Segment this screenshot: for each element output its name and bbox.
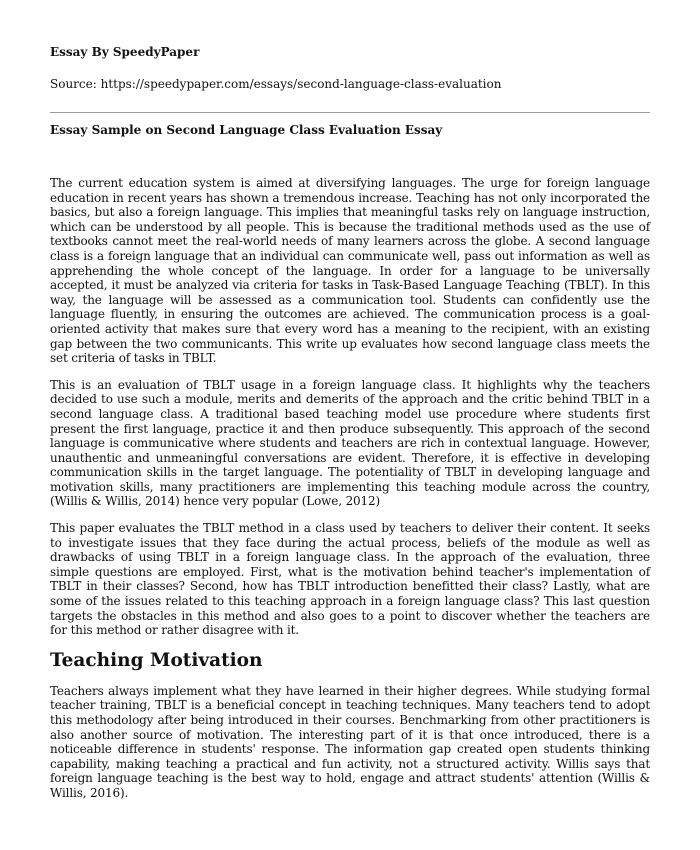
- source-label: Source:: [50, 77, 101, 91]
- paragraph: This is an evaluation of TBLT usage in a foreign language class. It highlights why the teachers decided to use such a module, merits and demerits of the approach and the critic behind TBLT in a second language class. A traditional based teaching model use procedure where students first present the first language, practice it and then produce subsequently. This approach of the second language is communicative where students and teachers are rich in contextual language. However, unauthentic and unmeaningful conversations are evident. Therefore, it is effective in developing communication skills in the target language. The potentiality of TBLT in developing language and motivation skills, many practitioners are implementing this teaching module across the country, (Willis & Willis, 2014) hence very popular (Lowe, 2012): [50, 377, 650, 509]
- paragraph: The current education system is aimed at diversifying languages. The urge for foreign language education in recent years has shown a tremendous increase. Teaching has not only incorporated the basics, but also a foreign language. This implies that meaningful tasks rely on language instruction, which can be understood by all people. This is because the traditional methods used as the use of textbooks cannot meet the real-world needs of many learners across the globe. A second language class is a foreign language that an individual can communicate well, pass out information as well as apprehending the whole concept of the language. In order for a language to be universally accepted, it must be analyzed via criteria for tasks in Task-Based Language Teaching (TBLT). In this way, the language will be assessed as a communication tool. Students can confidently use the language fluently, in ensuring the outcomes are achieved. The communication process is a goal-oriented activity that makes sure that every word has a meaning to the recipient, with an existing gap between the two communicants. This write up evaluates how second language class meets the set criteria of tasks in TBLT.: [50, 176, 650, 366]
- header-divider: [50, 112, 650, 113]
- paragraph: Teachers always implement what they have learned in their higher degrees. While studying formal teacher training, TBLT is a beneficial concept in teaching techniques. Many teachers tend to adopt this methodology after being introduced in their courses. Benchmarking from other practitioners is also another source of motivation. The interesting part of it is that once introduced, there is a noticeable difference in students' response. The information gap created open students thinking capability, making teaching a practical and fun activity, not a structured activity. Willis says that foreign language teaching is the best way to hold, engage and attract students' attention (Willis & Willis, 2016).: [50, 683, 650, 800]
- essay-title: Essay Sample on Second Language Class Evaluation Essay: [50, 123, 443, 137]
- source-url[interactable]: https://speedypaper.com/essays/second-language-class-evaluation: [100, 77, 502, 91]
- essay-body: [50, 176, 650, 801]
- paragraph: This paper evaluates the TBLT method in a class used by teachers to deliver their content. It seeks to investigate issues that they face during the actual process, beliefs of the module as well as drawbacks of using TBLT in a foreign language class. In the approach of the evaluation, three simple questions are employed. First, what is the motivation behind teacher's implementation of TBLT in their classes? Second, how has TBLT introduction benefitted their class? Lastly, what are some of the issues related to this teaching approach in a foreign language class? This last question targets the obstacles in this method and also goes to a point to discover whether the teachers are for this method or rather disagree with it.: [50, 521, 650, 638]
- source-line: [50, 76, 650, 92]
- brand-title: Essay By SpeedyPaper: [50, 45, 200, 59]
- section-heading: Teaching Motivation: [50, 649, 263, 671]
